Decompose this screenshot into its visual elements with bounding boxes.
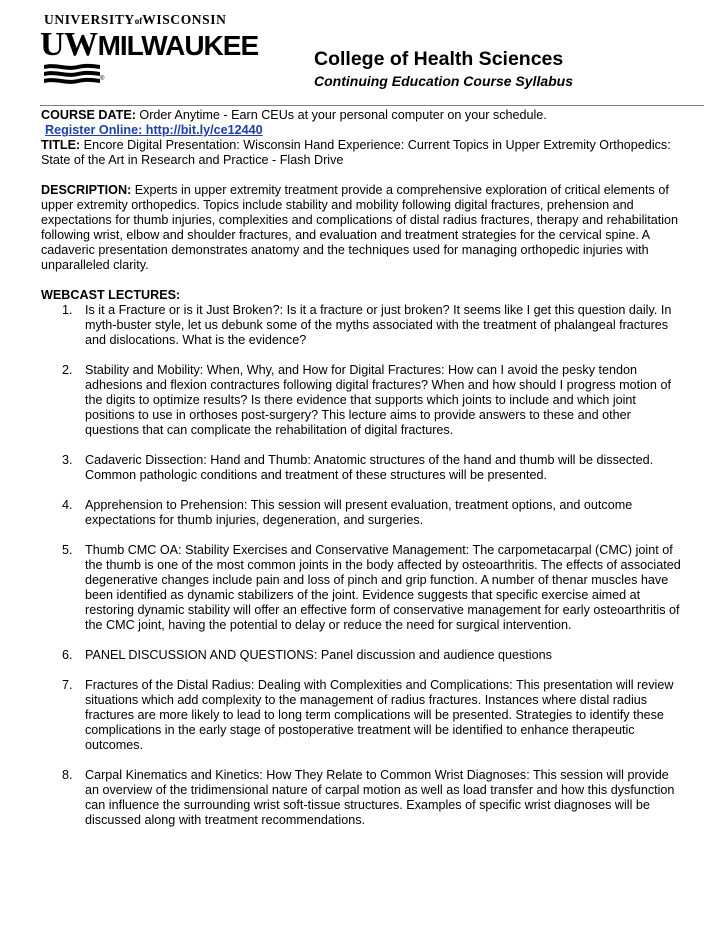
lecture-number: 8. [62, 768, 73, 782]
course-title [41, 138, 683, 168]
lecture-text: Thumb CMC OA: Stability Exercises and Conservative Management: The carpometacarpal (CMC) joint of the thumb is one of the most common joints in the body affected by osteoarthritis. The effects of associated degenerative changes include pain and loss of pinch and grip function. A number of thenar muscles have been identified as dynamic stabilizers of the joint. Evidence suggests that specific exercise aimed at restoring dynamic stability will offer an effective form of conservative management for early osteoarthritis of the CMC joint, having the potential to delay or reduce the need for surgical intervention. [85, 543, 681, 632]
lecture-text: PANEL DISCUSSION AND QUESTIONS: Panel discussion and audience questions [85, 648, 552, 662]
lecture-text: Apprehension to Prehension: This session will present evaluation, treatment options, and outcome expectations for thumb injuries, degeneration, and surgeries. [85, 498, 633, 527]
webcast-lectures-heading: WEBCAST LECTURES: [41, 288, 181, 302]
lecture-number: 5. [62, 543, 73, 557]
logo-wisconsin-word: WISCONSIN [142, 12, 227, 27]
lecture-number: 3. [62, 453, 73, 467]
lecture-text: Is it a Fracture or is it Just Broken?: Is it a fracture or just broken? It seems like I get this question daily. In myth-buster style, let us debunk some of the myths associated with the treatment of phalangeal fractures and dislocations. What is the evidence? [85, 303, 672, 347]
logo-wordmark [40, 26, 258, 65]
course-title-value: Encore Digital Presentation: Wisconsin Hand Experience: Current Topics in Upper Extremity Orthopedics: State of the Art in Research and Practice - Flash Drive [41, 138, 671, 167]
course-title-label: TITLE: [41, 138, 81, 152]
title-block [314, 47, 573, 90]
lecture-item [41, 453, 683, 483]
college-title: College of Health Sciences [314, 48, 564, 70]
lecture-text: Cadaveric Dissection: Hand and Thumb: Anatomic structures of the hand and thumb will be dissected. Common pathologic conditions and treatment of these structures will be presented. [85, 453, 654, 482]
lecture-text: Stability and Mobility: When, Why, and How for Digital Fractures: How can I avoid the pesky tendon adhesions and flexion contractures following digital fractures? When and how should I progress motion of the digits to optimize results? Is there evidence that supports which joints to include and which joint positions to use in orthoses post-surgery? This lecture aims to provide answers to these and other questions that can complicate the rehabilitation of digital fractures. [85, 363, 671, 437]
description-label: DESCRIPTION: [41, 183, 132, 197]
lecture-item [41, 303, 683, 348]
flag-icon [42, 62, 105, 86]
syllabus-body [41, 108, 683, 843]
lecture-item [41, 678, 683, 753]
lecture-item [41, 363, 683, 438]
register-online-link[interactable]: Register Online: http://bit.ly/ce12440 [45, 123, 263, 137]
spacer [41, 168, 683, 183]
logo-uw: UW [40, 26, 98, 63]
page-header [0, 0, 720, 105]
logo-of-word: of [134, 16, 143, 26]
lecture-number: 4. [62, 498, 73, 512]
course-description [41, 183, 683, 273]
logo-university-word: UNIVERSITY [44, 12, 135, 27]
course-date [41, 108, 683, 123]
syllabus-title: Continuing Education Course Syllabus [314, 73, 574, 89]
course-date-value: Order Anytime - Earn CEUs at your personal computer on your schedule. [135, 108, 547, 122]
header-divider [40, 105, 704, 106]
lecture-number: 2. [62, 363, 73, 377]
course-date-label: COURSE DATE: [41, 108, 136, 122]
description-value: Experts in upper extremity treatment provide a comprehensive exploration of critical elements of upper extremity orthopedics. Topics include stability and mobility following digital fractures, prehension and expectations for thumb injuries, complexities and complications of distal radius fractures, therapy and rehabilitation following wrist, elbow and shoulder fractures, and evaluation and treatment strategies for the cervical spine. A cadaveric presentation demonstrates anatomy and the techniques used for managing orthopedic injuries with unparalleled clarity. [41, 183, 679, 272]
lecture-list [41, 303, 683, 828]
lecture-number: 6. [62, 648, 73, 662]
lecture-number: 7. [62, 678, 73, 692]
lecture-item [41, 543, 683, 633]
lecture-item [41, 498, 683, 528]
lecture-text: Fractures of the Distal Radius: Dealing with Complexities and Complications: This presentation will review situations which add complexity to the management of radius fractures. Instances where distal radius fractures are more likely to lead to long term complications will be presented. Strategies to identify these complications in the early stage of postoperative treatment will be identified to enhance therapeutic outcomes. [85, 678, 674, 752]
lecture-item [41, 768, 683, 828]
lecture-number: 1. [62, 303, 73, 317]
lecture-text: Carpal Kinematics and Kinetics: How They Relate to Common Wrist Diagnoses: This session will provide an overview of the tridimensional nature of carpal motion as well as load transfer and how this dysfunction can influence the surrounding wrist soft-tissue structures. Examples of specific wrist diagnoses will be discussed along with treatment recommendations. [85, 768, 675, 827]
spacer [41, 273, 683, 288]
lecture-item [41, 648, 683, 663]
uwm-logo [40, 12, 259, 92]
registered-mark: ® [100, 76, 105, 82]
logo-milwaukee: MILWAUKEE [97, 30, 259, 61]
